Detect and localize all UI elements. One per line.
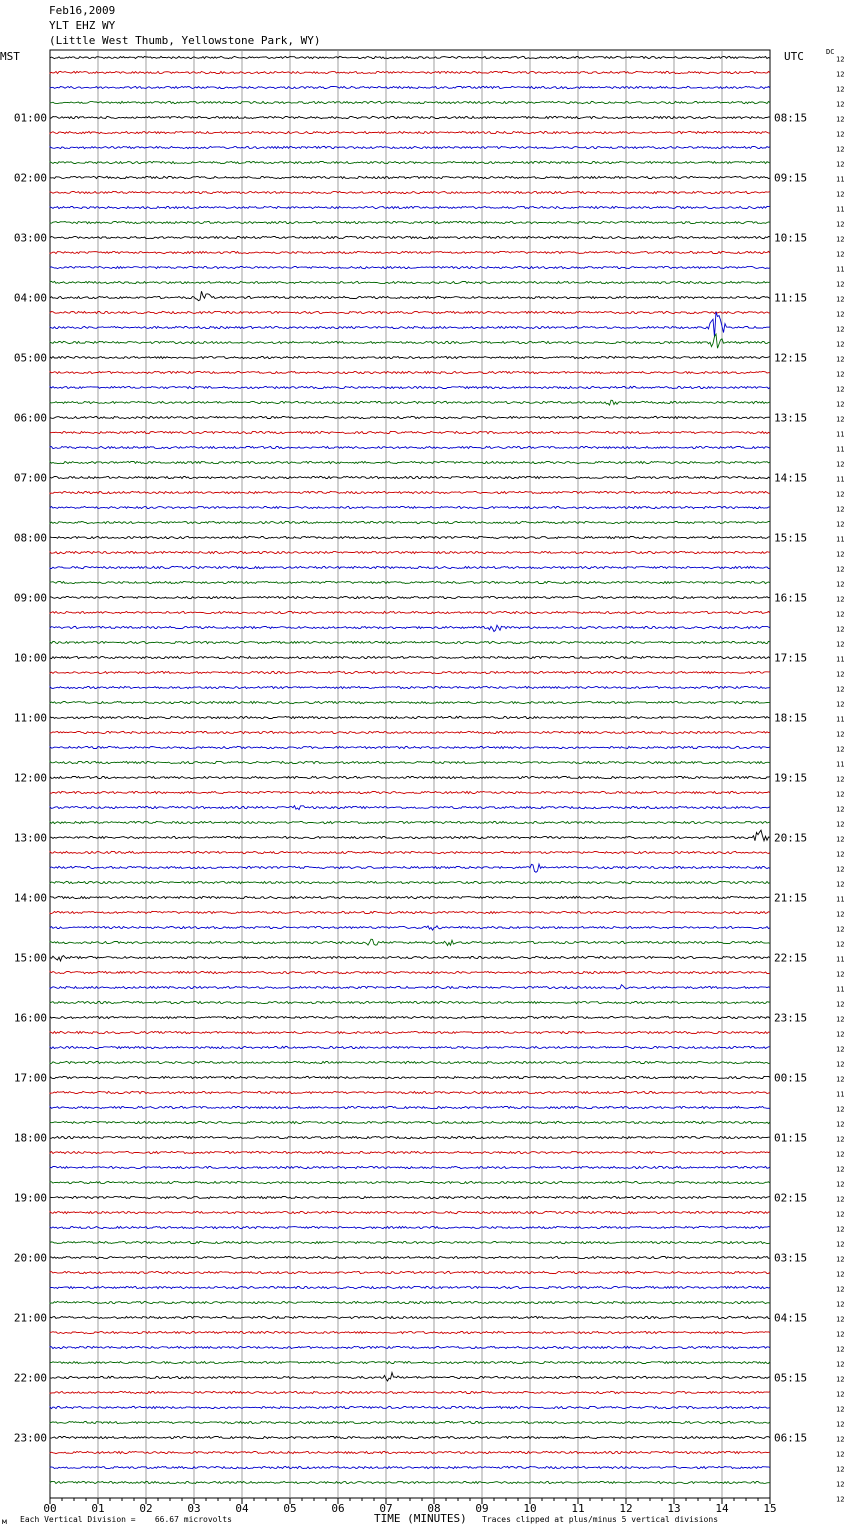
dc-value: 12	[836, 505, 845, 514]
left-hour-label: 02:00	[13, 171, 47, 185]
dc-value: 12	[836, 1210, 845, 1219]
trace-line	[50, 1406, 770, 1408]
trace-line	[50, 71, 770, 73]
trace-line	[50, 101, 770, 103]
dc-value: 12	[836, 580, 845, 589]
dc-value: 12	[836, 1045, 845, 1054]
trace-line	[50, 985, 770, 989]
dc-value: 12	[836, 310, 845, 319]
dc-value: 11	[836, 985, 845, 994]
trace-line	[50, 221, 770, 223]
trace-line	[50, 641, 770, 643]
dc-value: 12	[836, 1195, 845, 1204]
dc-value: 12	[836, 1285, 845, 1294]
right-hour-label: 15:15	[774, 531, 808, 545]
dc-value: 11	[836, 1090, 845, 1099]
dc-value: 12	[836, 1165, 845, 1174]
trace-line	[50, 1166, 770, 1168]
dc-value: 12	[836, 1345, 845, 1354]
left-hour-label: 20:00	[13, 1251, 47, 1265]
right-hour-label: 08:15	[774, 111, 808, 125]
dc-value: 12	[836, 910, 845, 919]
trace-line	[50, 1373, 770, 1382]
left-hour-label: 16:00	[13, 1011, 47, 1025]
trace-line	[50, 1151, 770, 1153]
right-hour-label: 18:15	[774, 711, 808, 725]
trace-line	[50, 656, 770, 658]
dc-value: 12	[836, 1375, 845, 1384]
trace-line	[50, 176, 770, 178]
trace-line	[50, 971, 770, 973]
dc-value: 12	[836, 970, 845, 979]
dc-value: 12	[836, 280, 845, 289]
dc-value: 11	[836, 475, 845, 484]
dc-value: 12	[836, 1075, 845, 1084]
right-hour-label: 23:15	[774, 1011, 808, 1025]
dc-value: 12	[836, 115, 845, 124]
dc-value: 11	[836, 205, 845, 214]
dc-value: 12	[836, 700, 845, 709]
dc-value: 12	[836, 775, 845, 784]
right-hour-label: 20:15	[774, 831, 808, 845]
dc-value: 12	[836, 805, 845, 814]
right-hour-label: 12:15	[774, 351, 808, 365]
x-tick-label: 08	[427, 1502, 441, 1515]
trace-line	[50, 266, 770, 268]
trace-line	[50, 746, 770, 748]
trace-line	[50, 896, 770, 898]
right-hour-label: 09:15	[774, 171, 808, 185]
x-tick-label: 01	[91, 1502, 105, 1515]
left-hour-label: 18:00	[13, 1131, 47, 1145]
x-tick-label: 09	[475, 1502, 489, 1515]
trace-line	[50, 956, 770, 961]
trace-line	[50, 551, 770, 553]
left-hour-label: 11:00	[13, 711, 47, 725]
dc-value: 12	[836, 790, 845, 799]
trace-line	[50, 1331, 770, 1333]
trace-line	[50, 1451, 770, 1453]
dc-value: 11	[836, 535, 845, 544]
trace-line	[50, 251, 770, 253]
trace-line	[50, 476, 770, 478]
dc-value: 11	[836, 175, 845, 184]
right-hour-label: 05:15	[774, 1371, 808, 1385]
trace-line	[50, 506, 770, 508]
trace-line	[50, 1226, 770, 1228]
right-hour-label: 16:15	[774, 591, 808, 605]
dc-value: 12	[836, 1105, 845, 1114]
x-tick-label: 14	[715, 1502, 729, 1515]
dc-value: 12	[836, 1150, 845, 1159]
x-tick-label: 07	[379, 1502, 393, 1515]
x-tick-label: 03	[187, 1502, 201, 1515]
trace-line	[50, 116, 770, 118]
trace-line	[50, 146, 770, 148]
trace-line	[50, 291, 770, 301]
dc-value: 12	[836, 340, 845, 349]
trace-line	[50, 1271, 770, 1273]
dc-value: 11	[836, 895, 845, 904]
trace-line	[50, 1481, 770, 1483]
dc-value: 12	[836, 1465, 845, 1474]
trace-line	[50, 791, 770, 793]
dc-value: 12	[836, 160, 845, 169]
right-hour-label: 06:15	[774, 1431, 808, 1445]
right-hour-label: 00:15	[774, 1071, 808, 1085]
left-hour-label: 21:00	[13, 1311, 47, 1325]
dc-value: 11	[836, 955, 845, 964]
trace-line	[50, 1301, 770, 1303]
dc-value: 12	[836, 295, 845, 304]
dc-value: 12	[836, 190, 845, 199]
dc-value: 12	[836, 1330, 845, 1339]
dc-value: 12	[836, 100, 845, 109]
dc-value: 12	[836, 1300, 845, 1309]
dc-value: 12	[836, 820, 845, 829]
x-axis-title: TIME (MINUTES)	[374, 1512, 467, 1525]
dc-value: 12	[836, 1495, 845, 1504]
left-hour-label: 15:00	[13, 951, 47, 965]
trace-line	[50, 386, 770, 388]
trace-line	[50, 206, 770, 208]
dc-value: 12	[836, 70, 845, 79]
trace-line	[50, 1091, 770, 1093]
trace-line	[50, 56, 770, 58]
dc-value: 12	[836, 595, 845, 604]
clip-note: Traces clipped at plus/minus 5 vertical divisions	[482, 1515, 719, 1524]
left-hour-label: 03:00	[13, 231, 47, 245]
trace-line	[50, 1241, 770, 1243]
trace-line	[50, 1001, 770, 1003]
header-location: (Little West Thumb, Yellowstone Park, WY)	[49, 34, 321, 47]
right-hour-label: 03:15	[774, 1251, 808, 1265]
dc-value: 12	[836, 130, 845, 139]
right-hour-label: 10:15	[774, 231, 808, 245]
dc-value: 11	[836, 445, 845, 454]
trace-line	[50, 1121, 770, 1123]
trace-line	[50, 926, 770, 930]
left-hour-label: 22:00	[13, 1371, 47, 1385]
trace-line	[50, 806, 770, 810]
dc-value: 12	[836, 640, 845, 649]
x-tick-label: 11	[571, 1502, 585, 1515]
trace-line	[50, 611, 770, 613]
right-hour-label: 21:15	[774, 891, 808, 905]
left-hour-label: 07:00	[13, 471, 47, 485]
dc-value: 12	[836, 400, 845, 409]
left-hour-label: 12:00	[13, 771, 47, 785]
trace-line	[50, 191, 770, 193]
trace-line	[50, 671, 770, 673]
trace-line	[50, 1031, 770, 1033]
dc-value: 11	[836, 715, 845, 724]
trace-line	[50, 1076, 770, 1078]
trace-line	[50, 581, 770, 583]
trace-line	[50, 1361, 770, 1363]
dc-value: 12	[836, 625, 845, 634]
dc-value: 12	[836, 865, 845, 874]
trace-line	[50, 161, 770, 163]
trace-line	[50, 371, 770, 373]
dc-value: 12	[836, 835, 845, 844]
trace-line	[50, 131, 770, 133]
x-tick-label: 12	[619, 1502, 633, 1515]
trace-line	[50, 1391, 770, 1393]
dc-value: 12	[836, 490, 845, 499]
x-tick-label: 04	[235, 1502, 249, 1515]
dc-value: 12	[836, 1435, 845, 1444]
left-hour-label: 09:00	[13, 591, 47, 605]
trace-line	[50, 1106, 770, 1108]
trace-line	[50, 311, 770, 313]
trace-line	[50, 1466, 770, 1468]
dc-value: 12	[836, 685, 845, 694]
dc-value: 12	[836, 325, 845, 334]
x-tick-label: 13	[667, 1502, 681, 1515]
x-tick-label: 15	[763, 1502, 777, 1515]
trace-line	[50, 776, 770, 778]
dc-value: 12	[836, 355, 845, 364]
trace-line	[50, 334, 770, 348]
trace-line	[50, 431, 770, 433]
trace-line	[50, 1181, 770, 1183]
trace-line	[50, 830, 770, 841]
dc-value: 11	[836, 655, 845, 664]
trace-line	[50, 1316, 770, 1318]
dc-value: 12	[836, 1390, 845, 1399]
trace-line	[50, 416, 770, 418]
dc-value: 12	[836, 460, 845, 469]
trace-line	[50, 566, 770, 568]
trace-line	[50, 1136, 770, 1138]
trace-line	[50, 821, 770, 823]
right-hour-label: 02:15	[774, 1191, 808, 1205]
trace-line	[50, 1046, 770, 1048]
trace-line	[50, 716, 770, 718]
dc-value: 12	[836, 1120, 845, 1129]
dc-value: 12	[836, 1255, 845, 1264]
dc-value: 12	[836, 565, 845, 574]
dc-value: 12	[836, 370, 845, 379]
trace-line	[50, 1421, 770, 1423]
x-tick-label: 02	[139, 1502, 153, 1515]
trace-line	[50, 281, 770, 283]
dc-value: 12	[836, 145, 845, 154]
left-hour-label: 01:00	[13, 111, 47, 125]
dc-value: 12	[836, 940, 845, 949]
scale-note: Each Vertical Division = 66.67 microvolts	[20, 1515, 232, 1524]
left-hour-label: 10:00	[13, 651, 47, 665]
left-hour-label: 17:00	[13, 1071, 47, 1085]
trace-line	[50, 400, 770, 405]
trace-line	[50, 86, 770, 88]
dc-value: 12	[836, 670, 845, 679]
right-hour-label: 19:15	[774, 771, 808, 785]
trace-line	[50, 1256, 770, 1258]
dc-value: 12	[836, 730, 845, 739]
x-tick-label: 06	[331, 1502, 345, 1515]
dc-value: 12	[836, 1270, 845, 1279]
trace-line	[50, 1196, 770, 1198]
x-tick-label: 00	[43, 1502, 57, 1515]
header-date: Feb16,2009	[49, 4, 116, 17]
trace-line	[50, 851, 770, 853]
right-hour-label: 22:15	[774, 951, 808, 965]
dc-value: 12	[836, 880, 845, 889]
x-tick-label: 10	[523, 1502, 537, 1515]
trace-line	[50, 1061, 770, 1063]
right-timezone-label: UTC	[784, 50, 804, 63]
dc-value: 12	[836, 745, 845, 754]
dc-value: 12	[836, 1405, 845, 1414]
dc-value: 12	[836, 610, 845, 619]
right-hour-label: 04:15	[774, 1311, 808, 1325]
dc-value: 11	[836, 760, 845, 769]
dc-value: 12	[836, 385, 845, 394]
right-hour-label: 17:15	[774, 651, 808, 665]
left-hour-label: 19:00	[13, 1191, 47, 1205]
trace-line	[50, 731, 770, 733]
left-hour-label: 23:00	[13, 1431, 47, 1445]
left-hour-label: 05:00	[13, 351, 47, 365]
trace-line	[50, 939, 770, 945]
right-hour-label: 01:15	[774, 1131, 808, 1145]
left-hour-label: 14:00	[13, 891, 47, 905]
left-hour-label: 04:00	[13, 291, 47, 305]
dc-value: 12	[836, 1015, 845, 1024]
dc-value: 12	[836, 1030, 845, 1039]
dc-value: 12	[836, 250, 845, 259]
trace-line	[50, 864, 770, 872]
left-hour-label: 06:00	[13, 411, 47, 425]
trace-line	[50, 625, 770, 631]
dc-value: 12	[836, 925, 845, 934]
trace-line	[50, 461, 770, 463]
dc-value: 12	[836, 1420, 845, 1429]
dc-value: 12	[836, 520, 845, 529]
dc-value: 12	[836, 1000, 845, 1009]
trace-line	[50, 536, 770, 538]
dc-value: 12	[836, 415, 845, 424]
trace-line	[50, 446, 770, 448]
dc-value: 12	[836, 1225, 845, 1234]
dc-value: 12	[836, 1180, 845, 1189]
trace-line	[50, 1016, 770, 1018]
dc-value: 12	[836, 1360, 845, 1369]
trace-line	[50, 1346, 770, 1348]
dc-value: 12	[836, 1240, 845, 1249]
dc-value: 12	[836, 1060, 845, 1069]
trace-line	[50, 596, 770, 598]
trace-line	[50, 1436, 770, 1438]
left-hour-label: 13:00	[13, 831, 47, 845]
dc-value: 12	[836, 55, 845, 64]
x-tick-label: 05	[283, 1502, 297, 1515]
trace-line	[50, 881, 770, 883]
trace-line	[50, 491, 770, 493]
right-hour-label: 13:15	[774, 411, 808, 425]
left-timezone-label: MST	[0, 50, 20, 63]
right-hour-label: 11:15	[774, 291, 808, 305]
dc-value: 12	[836, 235, 845, 244]
trace-line	[50, 686, 770, 688]
trace-line	[50, 1211, 770, 1213]
dc-value: 12	[836, 1480, 845, 1489]
dc-value: 11	[836, 265, 845, 274]
trace-line	[50, 761, 770, 763]
trace-line	[50, 911, 770, 913]
dc-value: 12	[836, 850, 845, 859]
dc-value: 12	[836, 550, 845, 559]
trace-line	[50, 312, 770, 337]
dc-value: 12	[836, 1135, 845, 1144]
header-station: YLT EHZ WY	[49, 19, 116, 32]
dc-value: 12	[836, 85, 845, 94]
trace-line	[50, 236, 770, 238]
dc-value: 12	[836, 1450, 845, 1459]
trace-line	[50, 521, 770, 523]
dc-value: 12	[836, 1315, 845, 1324]
left-hour-label: 08:00	[13, 531, 47, 545]
trace-line	[50, 701, 770, 703]
dc-label: DC	[826, 48, 835, 56]
dc-value: 12	[836, 220, 845, 229]
right-hour-label: 14:15	[774, 471, 808, 485]
trace-line	[50, 356, 770, 358]
corner-mark: м	[2, 1517, 7, 1526]
trace-line	[50, 1286, 770, 1288]
dc-value: 11	[836, 430, 845, 439]
